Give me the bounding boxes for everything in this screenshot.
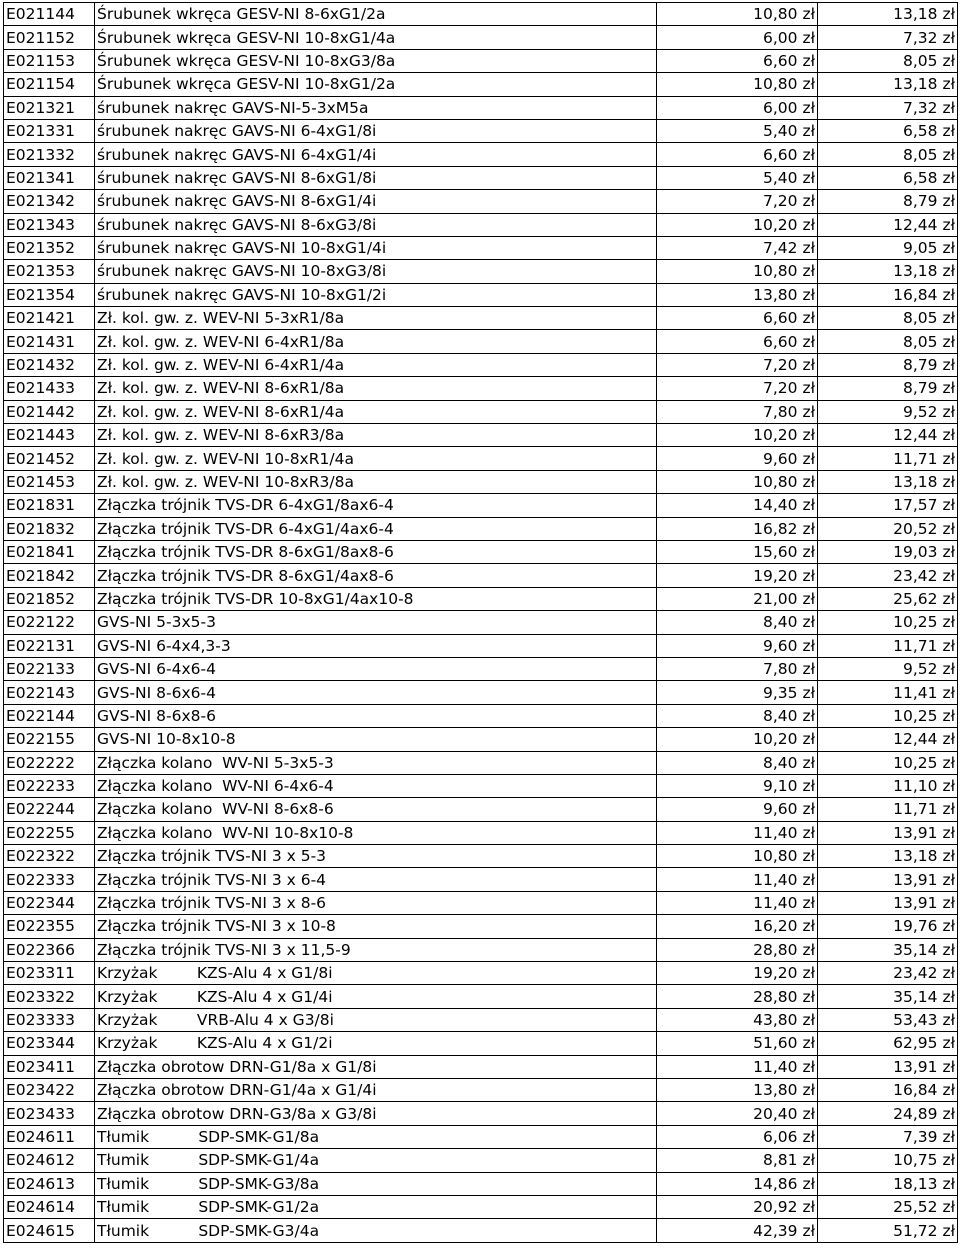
table-row [4,938,958,961]
product-name-cell: Złączka trójnik TVS-DR 10-8xG1/4ax10-8 [95,587,657,610]
net-price-cell: 9,60 zł [657,798,818,821]
net-price-cell: 28,80 zł [657,985,818,1008]
table-row [4,1195,958,1218]
gross-price-cell: 10,75 zł [818,1149,958,1172]
product-name-cell: Złączka kolano WV-NI 8-6x8-6 [95,798,657,821]
net-price-cell: 11,40 zł [657,821,818,844]
net-price-cell: 8,40 zł [657,751,818,774]
table-row [4,845,958,868]
product-code-cell: E024614 [4,1195,95,1218]
gross-price-cell: 35,14 zł [818,938,958,961]
table-row [4,1032,958,1055]
product-name-cell: Złączka trójnik TVS-NI 3 x 10-8 [95,915,657,938]
net-price-cell: 9,60 zł [657,447,818,470]
product-name-cell: Zł. kol. gw. z. WEV-NI 5-3xR1/8a [95,307,657,330]
net-price-cell: 28,80 zł [657,938,818,961]
product-name-cell: Krzyżak KZS-Alu 4 x G1/8i [95,962,657,985]
product-code-cell: E022244 [4,798,95,821]
net-price-cell: 6,00 zł [657,96,818,119]
product-name-cell: Złączka trójnik TVS-DR 6-4xG1/4ax6-4 [95,517,657,540]
table-row [4,774,958,797]
table-row [4,494,958,517]
gross-price-cell: 19,03 zł [818,540,958,563]
net-price-cell: 6,60 zł [657,330,818,353]
table-row [4,447,958,470]
net-price-cell: 6,60 zł [657,143,818,166]
product-code-cell: E021144 [4,3,95,26]
net-price-cell: 51,60 zł [657,1032,818,1055]
gross-price-cell: 8,05 zł [818,330,958,353]
product-name-cell: Śrubunek wkręca GESV-NI 8-6xG1/2a [95,3,657,26]
product-code-cell: E021153 [4,49,95,72]
table-row [4,470,958,493]
net-price-cell: 10,80 zł [657,260,818,283]
table-row [4,891,958,914]
product-name-cell: Zł. kol. gw. z. WEV-NI 6-4xR1/4a [95,353,657,376]
product-code-cell: E021443 [4,424,95,447]
product-code-cell: E021331 [4,119,95,142]
product-code-cell: E022255 [4,821,95,844]
gross-price-cell: 11,71 zł [818,798,958,821]
net-price-cell: 8,81 zł [657,1149,818,1172]
table-row [4,424,958,447]
product-code-cell: E021341 [4,166,95,189]
product-name-cell: GVS-NI 6-4x4,3-3 [95,634,657,657]
net-price-cell: 10,20 zł [657,424,818,447]
table-row [4,704,958,727]
gross-price-cell: 17,57 zł [818,494,958,517]
net-price-cell: 7,42 zł [657,236,818,259]
table-row [4,119,958,142]
net-price-cell: 7,20 zł [657,353,818,376]
product-code-cell: E021354 [4,283,95,306]
table-row [4,634,958,657]
table-row [4,564,958,587]
product-name-cell: Złączka kolano WV-NI 6-4x6-4 [95,774,657,797]
product-name-cell: Krzyżak KZS-Alu 4 x G1/4i [95,985,657,1008]
net-price-cell: 8,40 zł [657,611,818,634]
gross-price-cell: 13,18 zł [818,73,958,96]
table-row [4,821,958,844]
gross-price-cell: 13,91 zł [818,821,958,844]
gross-price-cell: 13,91 zł [818,868,958,891]
product-name-cell: Tłumik SDP-SMK-G1/2a [95,1195,657,1218]
product-code-cell: E021852 [4,587,95,610]
gross-price-cell: 10,25 zł [818,704,958,727]
product-code-cell: E021431 [4,330,95,353]
product-name-cell: śrubunek nakręc GAVS-NI 8-6xG1/4i [95,190,657,213]
net-price-cell: 13,80 zł [657,283,818,306]
gross-price-cell: 7,32 zł [818,26,958,49]
product-name-cell: Złączka trójnik TVS-DR 8-6xG1/8ax8-6 [95,540,657,563]
net-price-cell: 10,20 zł [657,728,818,751]
product-code-cell: E023411 [4,1055,95,1078]
product-name-cell: Krzyżak VRB-Alu 4 x G3/8i [95,1008,657,1031]
table-row [4,166,958,189]
table-row [4,798,958,821]
net-price-cell: 6,06 zł [657,1125,818,1148]
product-name-cell: Krzyżak KZS-Alu 4 x G1/2i [95,1032,657,1055]
product-code-cell: E022131 [4,634,95,657]
product-code-cell: E022333 [4,868,95,891]
table-row [4,540,958,563]
table-row [4,611,958,634]
product-code-cell: E023422 [4,1078,95,1101]
table-row [4,985,958,1008]
product-code-cell: E021321 [4,96,95,119]
product-name-cell: Zł. kol. gw. z. WEV-NI 10-8xR1/4a [95,447,657,470]
gross-price-cell: 7,32 zł [818,96,958,119]
net-price-cell: 10,80 zł [657,3,818,26]
table-row [4,1055,958,1078]
net-price-cell: 11,40 zł [657,1055,818,1078]
table-row [4,962,958,985]
net-price-cell: 6,00 zł [657,26,818,49]
product-name-cell: śrubunek nakręc GAVS-NI 8-6xG3/8i [95,213,657,236]
product-name-cell: GVS-NI 5-3x5-3 [95,611,657,634]
product-name-cell: Złączka trójnik TVS-NI 3 x 5-3 [95,845,657,868]
product-name-cell: Śrubunek wkręca GESV-NI 10-8xG1/4a [95,26,657,49]
table-row [4,1102,958,1125]
product-code-cell: E022366 [4,938,95,961]
gross-price-cell: 10,25 zł [818,611,958,634]
product-code-cell: E021832 [4,517,95,540]
gross-price-cell: 8,79 zł [818,377,958,400]
net-price-cell: 10,80 zł [657,73,818,96]
product-code-cell: E023311 [4,962,95,985]
product-name-cell: śrubunek nakręc GAVS-NI 6-4xG1/8i [95,119,657,142]
product-code-cell: E021154 [4,73,95,96]
product-name-cell: Złączka obrotow DRN-G1/4a x G1/4i [95,1078,657,1101]
product-name-cell: śrubunek nakręc GAVS-NI 10-8xG1/2i [95,283,657,306]
product-code-cell: E024612 [4,1149,95,1172]
product-name-cell: Złączka trójnik TVS-DR 8-6xG1/4ax8-6 [95,564,657,587]
table-row [4,657,958,680]
product-name-cell: śrubunek nakręc GAVS-NI 10-8xG1/4i [95,236,657,259]
product-name-cell: GVS-NI 6-4x6-4 [95,657,657,680]
product-code-cell: E023433 [4,1102,95,1125]
gross-price-cell: 9,52 zł [818,400,958,423]
product-code-cell: E022144 [4,704,95,727]
gross-price-cell: 62,95 zł [818,1032,958,1055]
net-price-cell: 8,40 zł [657,704,818,727]
net-price-cell: 20,92 zł [657,1195,818,1218]
net-price-cell: 10,20 zł [657,213,818,236]
gross-price-cell: 20,52 zł [818,517,958,540]
net-price-cell: 7,20 zł [657,377,818,400]
product-name-cell: Śrubunek wkręca GESV-NI 10-8xG1/2a [95,73,657,96]
gross-price-cell: 23,42 zł [818,962,958,985]
product-code-cell: E021332 [4,143,95,166]
net-price-cell: 7,20 zł [657,190,818,213]
net-price-cell: 14,40 zł [657,494,818,517]
table-row [4,1219,958,1242]
table-row [4,728,958,751]
product-code-cell: E024615 [4,1219,95,1242]
product-code-cell: E021453 [4,470,95,493]
product-code-cell: E021433 [4,377,95,400]
net-price-cell: 16,82 zł [657,517,818,540]
product-code-cell: E021152 [4,26,95,49]
product-name-cell: Tłumik SDP-SMK-G1/8a [95,1125,657,1148]
net-price-cell: 11,40 zł [657,891,818,914]
product-name-cell: Złączka kolano WV-NI 5-3x5-3 [95,751,657,774]
product-code-cell: E021432 [4,353,95,376]
gross-price-cell: 6,58 zł [818,166,958,189]
gross-price-cell: 24,89 zł [818,1102,958,1125]
gross-price-cell: 7,39 zł [818,1125,958,1148]
net-price-cell: 14,86 zł [657,1172,818,1195]
product-code-cell: E021343 [4,213,95,236]
product-name-cell: Tłumik SDP-SMK-G1/4a [95,1149,657,1172]
table-row [4,1149,958,1172]
net-price-cell: 43,80 zł [657,1008,818,1031]
gross-price-cell: 9,52 zł [818,657,958,680]
table-row [4,190,958,213]
gross-price-cell: 12,44 zł [818,728,958,751]
gross-price-cell: 16,84 zł [818,1078,958,1101]
product-code-cell: E022143 [4,681,95,704]
product-name-cell: Zł. kol. gw. z. WEV-NI 8-6xR3/8a [95,424,657,447]
table-row [4,1125,958,1148]
gross-price-cell: 13,91 zł [818,891,958,914]
table-row [4,307,958,330]
gross-price-cell: 8,79 zł [818,353,958,376]
net-price-cell: 13,80 zł [657,1078,818,1101]
net-price-cell: 9,35 zł [657,681,818,704]
gross-price-cell: 18,13 zł [818,1172,958,1195]
product-name-cell: Złączka trójnik TVS-NI 3 x 11,5-9 [95,938,657,961]
product-code-cell: E022122 [4,611,95,634]
gross-price-cell: 6,58 zł [818,119,958,142]
product-name-cell: Złączka trójnik TVS-NI 3 x 8-6 [95,891,657,914]
gross-price-cell: 11,41 zł [818,681,958,704]
table-row [4,751,958,774]
product-code-cell: E021342 [4,190,95,213]
table-row [4,587,958,610]
gross-price-cell: 8,79 zł [818,190,958,213]
gross-price-cell: 11,10 zł [818,774,958,797]
gross-price-cell: 11,71 zł [818,634,958,657]
product-code-cell: E021353 [4,260,95,283]
table-row [4,1172,958,1195]
net-price-cell: 5,40 zł [657,119,818,142]
table-row [4,353,958,376]
gross-price-cell: 13,18 zł [818,470,958,493]
net-price-cell: 7,80 zł [657,400,818,423]
table-row [4,400,958,423]
net-price-cell: 15,60 zł [657,540,818,563]
gross-price-cell: 8,05 zł [818,143,958,166]
product-name-cell: Złączka trójnik TVS-DR 6-4xG1/8ax6-4 [95,494,657,517]
net-price-cell: 19,20 zł [657,564,818,587]
net-price-cell: 6,60 zł [657,307,818,330]
product-name-cell: GVS-NI 10-8x10-8 [95,728,657,751]
table-row [4,377,958,400]
product-code-cell: E022355 [4,915,95,938]
product-code-cell: E021831 [4,494,95,517]
table-row [4,143,958,166]
price-table [3,2,958,1243]
product-name-cell: Zł. kol. gw. z. WEV-NI 8-6xR1/8a [95,377,657,400]
product-code-cell: E021421 [4,307,95,330]
net-price-cell: 5,40 zł [657,166,818,189]
product-code-cell: E021442 [4,400,95,423]
product-name-cell: Złączka obrotow DRN-G1/8a x G1/8i [95,1055,657,1078]
table-row [4,26,958,49]
net-price-cell: 42,39 zł [657,1219,818,1242]
net-price-cell: 9,60 zł [657,634,818,657]
gross-price-cell: 53,43 zł [818,1008,958,1031]
table-row [4,1078,958,1101]
gross-price-cell: 16,84 zł [818,283,958,306]
net-price-cell: 10,80 zł [657,845,818,868]
product-code-cell: E021841 [4,540,95,563]
product-name-cell: Zł. kol. gw. z. WEV-NI 10-8xR3/8a [95,470,657,493]
table-row [4,1008,958,1031]
net-price-cell: 9,10 zł [657,774,818,797]
product-code-cell: E024611 [4,1125,95,1148]
product-code-cell: E022155 [4,728,95,751]
table-row [4,915,958,938]
product-name-cell: Tłumik SDP-SMK-G3/4a [95,1219,657,1242]
gross-price-cell: 25,52 zł [818,1195,958,1218]
net-price-cell: 16,20 zł [657,915,818,938]
gross-price-cell: 8,05 zł [818,49,958,72]
product-code-cell: E021452 [4,447,95,470]
product-code-cell: E021842 [4,564,95,587]
gross-price-cell: 35,14 zł [818,985,958,1008]
product-name-cell: Zł. kol. gw. z. WEV-NI 8-6xR1/4a [95,400,657,423]
gross-price-cell: 51,72 zł [818,1219,958,1242]
table-row [4,236,958,259]
table-row [4,868,958,891]
table-row [4,49,958,72]
gross-price-cell: 11,71 zł [818,447,958,470]
table-row [4,330,958,353]
gross-price-cell: 13,18 zł [818,260,958,283]
price-table-body [4,3,958,1243]
product-name-cell: śrubunek nakręc GAVS-NI-5-3xM5a [95,96,657,119]
table-row [4,96,958,119]
product-code-cell: E023322 [4,985,95,1008]
gross-price-cell: 13,18 zł [818,3,958,26]
net-price-cell: 20,40 zł [657,1102,818,1125]
product-name-cell: GVS-NI 8-6x8-6 [95,704,657,727]
table-row [4,681,958,704]
gross-price-cell: 13,91 zł [818,1055,958,1078]
gross-price-cell: 12,44 zł [818,424,958,447]
net-price-cell: 10,80 zł [657,470,818,493]
table-row [4,213,958,236]
net-price-cell: 11,40 zł [657,868,818,891]
net-price-cell: 19,20 zł [657,962,818,985]
gross-price-cell: 12,44 zł [818,213,958,236]
table-row [4,260,958,283]
product-code-cell: E022133 [4,657,95,680]
product-name-cell: Złączka obrotow DRN-G3/8a x G3/8i [95,1102,657,1125]
product-code-cell: E022222 [4,751,95,774]
product-name-cell: śrubunek nakręc GAVS-NI 6-4xG1/4i [95,143,657,166]
table-row [4,3,958,26]
net-price-cell: 7,80 zł [657,657,818,680]
product-name-cell: Tłumik SDP-SMK-G3/8a [95,1172,657,1195]
net-price-cell: 6,60 zł [657,49,818,72]
gross-price-cell: 9,05 zł [818,236,958,259]
product-name-cell: Złączka kolano WV-NI 10-8x10-8 [95,821,657,844]
product-code-cell: E022344 [4,891,95,914]
product-code-cell: E024613 [4,1172,95,1195]
product-code-cell: E022322 [4,845,95,868]
gross-price-cell: 13,18 zł [818,845,958,868]
table-row [4,73,958,96]
product-name-cell: GVS-NI 8-6x6-4 [95,681,657,704]
product-name-cell: Złączka trójnik TVS-NI 3 x 6-4 [95,868,657,891]
gross-price-cell: 10,25 zł [818,751,958,774]
product-name-cell: Zł. kol. gw. z. WEV-NI 6-4xR1/8a [95,330,657,353]
product-code-cell: E023333 [4,1008,95,1031]
gross-price-cell: 19,76 zł [818,915,958,938]
product-name-cell: śrubunek nakręc GAVS-NI 10-8xG3/8i [95,260,657,283]
product-code-cell: E021352 [4,236,95,259]
gross-price-cell: 23,42 zł [818,564,958,587]
product-name-cell: Śrubunek wkręca GESV-NI 10-8xG3/8a [95,49,657,72]
table-row [4,283,958,306]
gross-price-cell: 25,62 zł [818,587,958,610]
product-code-cell: E022233 [4,774,95,797]
product-name-cell: śrubunek nakręc GAVS-NI 8-6xG1/8i [95,166,657,189]
table-row [4,517,958,540]
net-price-cell: 21,00 zł [657,587,818,610]
product-code-cell: E023344 [4,1032,95,1055]
gross-price-cell: 8,05 zł [818,307,958,330]
